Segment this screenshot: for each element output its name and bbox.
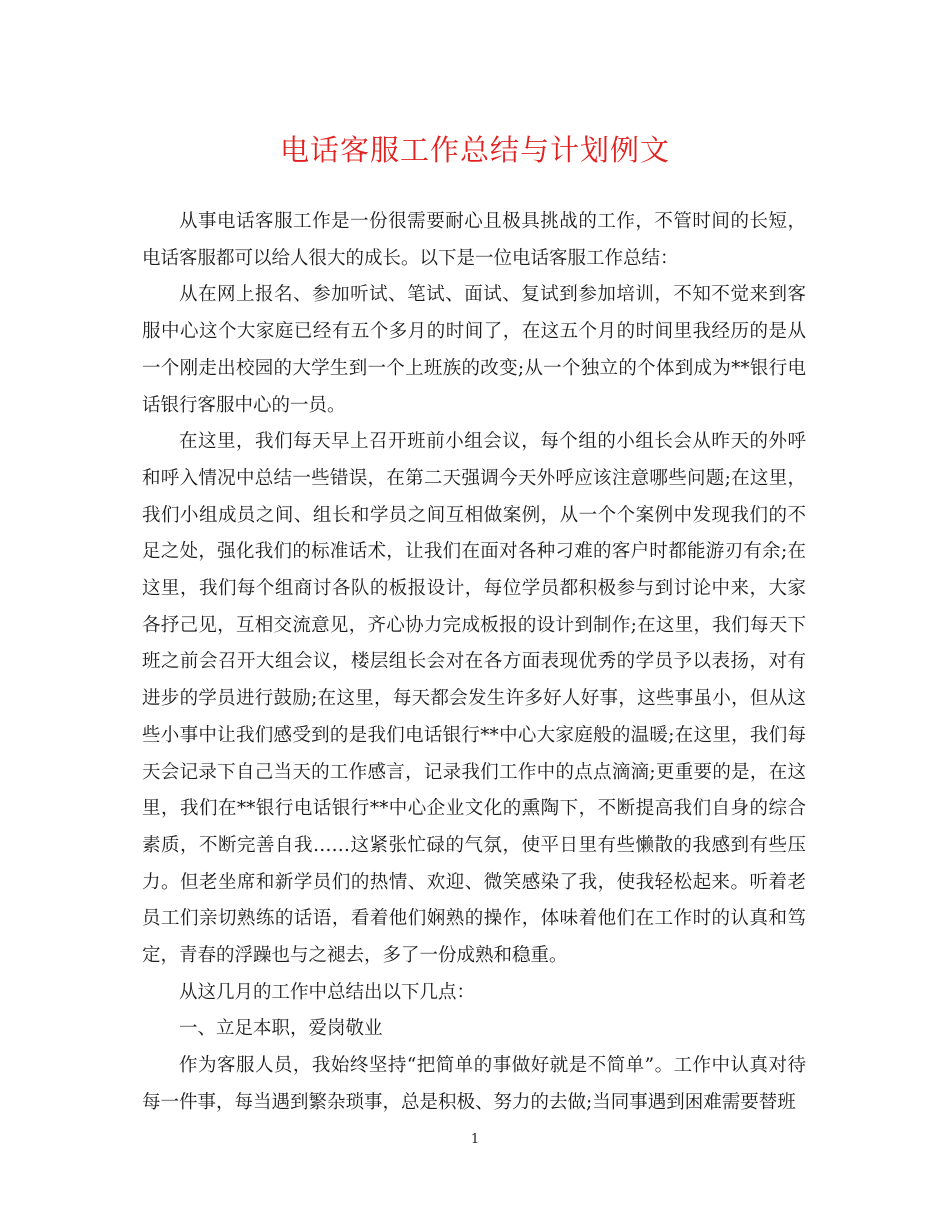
paragraph-section-1: 作为客服人员，我始终坚持“把简单的事做好就是不简单”。工作中认真对待每一件事，每当遇到繁杂琐事，总是积极、努力的去做;当同事遇到困难需要替班 (142, 1055, 806, 1113)
paragraph-experience: 从在网上报名、参加听试、笔试、面试、复试到参加培训，不知不觉来到客服中心这个大家庭已经有五个多月的时间了，在这五个月的时间里我经历的是从一个刚走出校园的大学生到一个上班族的改变;从一个独立的个体到成为**银行电话银行客服中心的一员。 (142, 284, 806, 416)
page-number: 1 (470, 1132, 480, 1147)
document-body (142, 204, 806, 1122)
paragraph-intro: 从事电话客服工作是一份很需要耐心且极具挑战的工作，不管时间的长短，电话客服都可以给人很大的成长。以下是一位电话客服工作总结： (142, 211, 806, 269)
paragraph-daily-work: 在这里，我们每天早上召开班前小组会议，每个组的小组长会从昨天的外呼和呼入情况中总结一些错误，在第二天强调今天外呼应该注意哪些问题;在这里，我们小组成员之间、组长和学员之间互相做案例，从一个个案例中发现我们的不足之处，强化我们的标准话术，让我们在面对各种刁难的客户时都能游刃有余;在这里，我们每个组商讨各队的板报设计，每位学员都积极参与到讨论中来，大家各抒己见，互相交流意见，齐心协力完成板报的设计到制作;在这里，我们每天下班之前会召开大组会议，楼层组长会对在各方面表现优秀的学员予以表扬，对有进步的学员进行鼓励;在这里，每天都会发生许多好人好事，这些事虽小，但从这些小事中让我们感受到的是我们电话银行**中心大家庭般的温暖;在这里，我们每天会记录下自己当天的工作感言，记录我们工作中的点点滴滴;更重要的是，在这里，我们在**银行电话银行**中心企业文化的熏陶下，不断提高我们自身的综合素质，不断完善自我……这紧张忙碌的气氛，使平日里有些懒散的我感到有些压力。但老坐席和新学员们的热情、欢迎、微笑感染了我，使我轻松起来。听着老员工们亲切熟练的话语，看着他们娴熟的操作，体味着他们在工作时的认真和笃定，青春的浮躁也与之褪去，多了一份成熟和稳重。 (142, 431, 806, 967)
document-title: 电话客服工作总结与计划例文 (279, 133, 670, 167)
section-heading-1: 一、立足本职，爱岗敬业 (179, 1018, 383, 1040)
paragraph-summary-lead: 从这几月的工作中总结出以下几点： (179, 981, 476, 1003)
